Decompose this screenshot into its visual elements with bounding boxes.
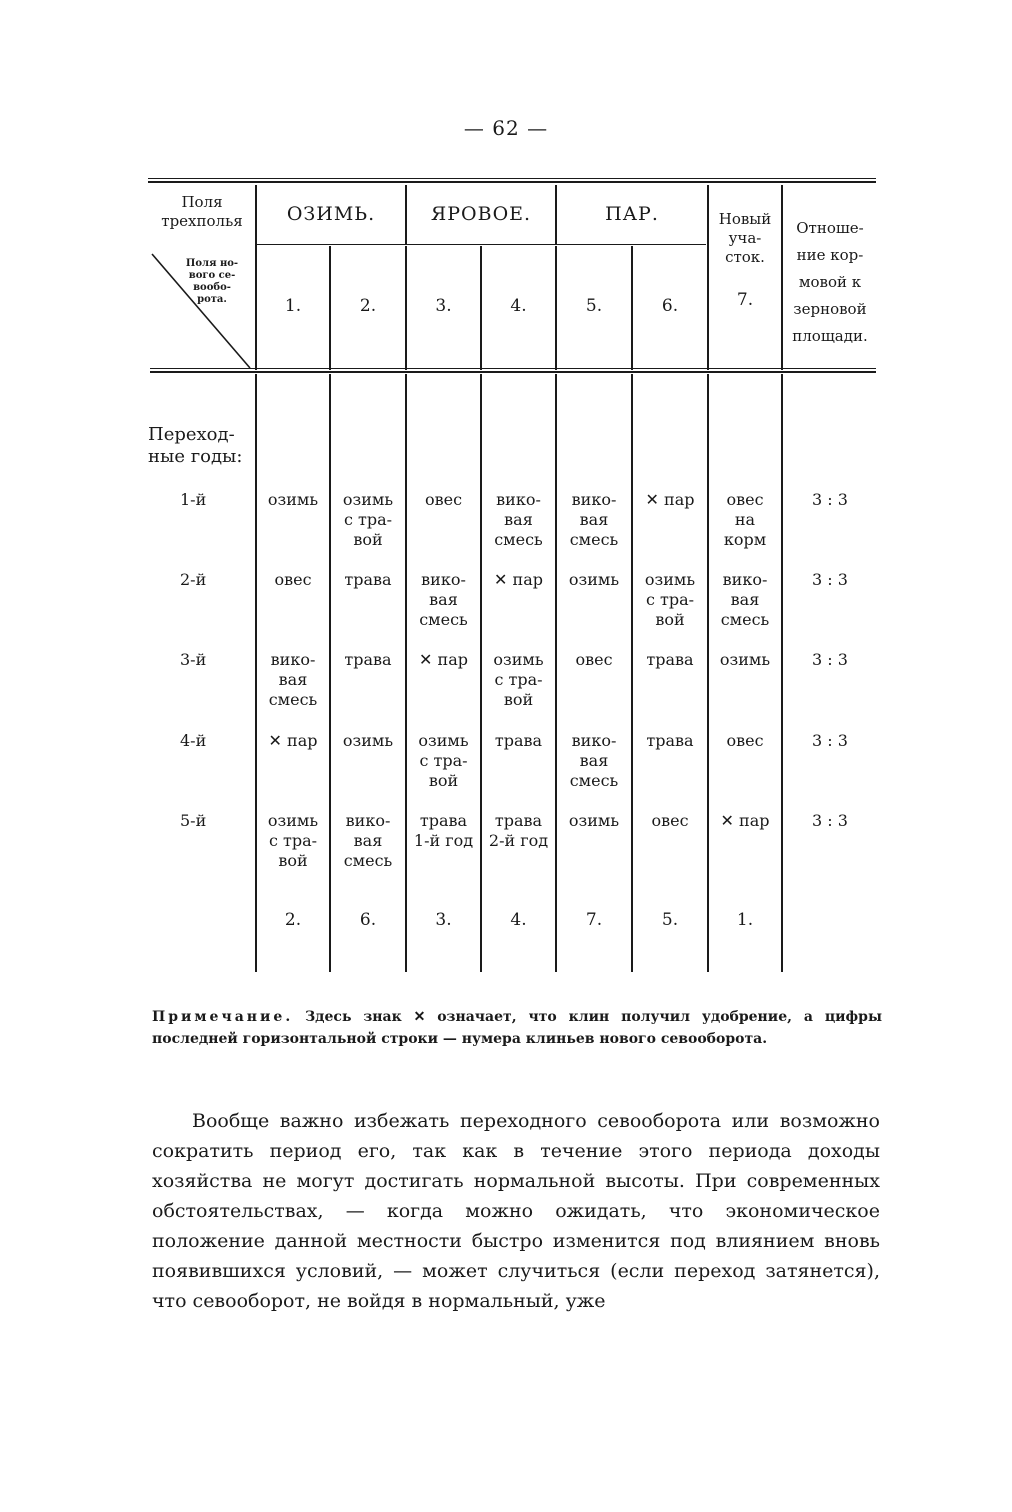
corner-header-top: Поля трехполья bbox=[161, 193, 243, 230]
rotation-number-1: 1. bbox=[284, 296, 302, 316]
rotation-number-5: 5. bbox=[585, 296, 603, 316]
table-cell: овес bbox=[726, 731, 764, 750]
year-label: 1-й bbox=[180, 490, 207, 509]
ratio-cell: 3 : 3 bbox=[812, 811, 848, 830]
table-cell: озимь с тра- вой bbox=[342, 490, 394, 549]
table-top-rule-thin bbox=[148, 178, 876, 179]
ratio-cell: 3 : 3 bbox=[812, 650, 848, 669]
footnote-text: Здесь знак ✕ означает, что клин получил удобрение, а цифры последней горизонтальной строки — нумера клиньев нового севооборота. bbox=[152, 1009, 882, 1047]
new-rotation-number: 7. bbox=[585, 910, 603, 930]
table-cell: ✕ пар bbox=[268, 731, 318, 750]
table-cell: трава bbox=[646, 650, 694, 669]
table-cell: ✕ пар bbox=[494, 570, 543, 589]
table-cell: трава bbox=[344, 570, 392, 589]
body-paragraph: Вообще важно избежать переходного севооборота или возможно сократить период его, так как в течение этого периода доходы хозяйства не могут достигать нормальной высоты. При современных обстоятельствах, — когда можно ожидать, что экономическое положение данной местности быстро изменится под влиянием вновь появившихся условий, — может случиться (если переход затянется), что севооборот, не войдя в нормальный, уже bbox=[152, 1110, 880, 1312]
table-cell: вико- вая смесь bbox=[720, 570, 770, 629]
table-cell: трава bbox=[344, 650, 392, 669]
new-rotation-number: 6. bbox=[359, 910, 377, 930]
ratio-cell: 3 : 3 bbox=[812, 570, 848, 589]
new-rotation-number: 2. bbox=[284, 910, 302, 930]
body-vline bbox=[329, 374, 331, 972]
table-cell: трава bbox=[646, 731, 694, 750]
year-label: 2-й bbox=[180, 570, 207, 589]
table-cell: трава bbox=[494, 731, 543, 750]
header-bottom-rule bbox=[150, 371, 876, 373]
page-number: — 62 — bbox=[463, 116, 549, 140]
ratio-cell: 3 : 3 bbox=[812, 731, 848, 750]
footnote bbox=[152, 1006, 882, 1050]
table-cell: озимь с тра- вой bbox=[644, 570, 696, 629]
table-cell: ✕ пар bbox=[645, 490, 695, 509]
new-plot-header: Новый уча- сток. bbox=[718, 210, 772, 266]
body-vline bbox=[405, 374, 407, 972]
rotation-number-2: 2. bbox=[359, 296, 377, 316]
table-cell: озимь с тра- вой bbox=[418, 731, 469, 790]
ratio-cell: 3 : 3 bbox=[812, 490, 848, 509]
table-cell: вико- вая смесь bbox=[343, 811, 393, 870]
rotation-number-6: 6. bbox=[661, 296, 679, 316]
table-cell: вико- вая смесь bbox=[419, 570, 468, 629]
year-label: 3-й bbox=[180, 650, 207, 669]
table-cell: озимь bbox=[568, 811, 620, 830]
table-cell: овес bbox=[424, 490, 463, 509]
group-header-yarovoe: ЯРОВОЕ. bbox=[430, 203, 532, 225]
footnote-label: Примечание. bbox=[152, 1009, 294, 1025]
body-vline bbox=[555, 374, 557, 972]
table-cell: озимь bbox=[267, 490, 319, 509]
body-vline bbox=[707, 374, 709, 972]
ratio-header: Отноше- ние кор- мовой к зерновой площади. bbox=[792, 219, 868, 345]
table-cell: трава 2-й год bbox=[488, 811, 549, 850]
table-cell: овес на корм bbox=[723, 490, 767, 549]
new-rotation-number: 3. bbox=[435, 910, 452, 930]
table-cell: трава 1-й год bbox=[413, 811, 474, 850]
table-cell: ✕ пар bbox=[419, 650, 468, 669]
table-cell: озимь с тра- вой bbox=[267, 811, 319, 870]
table-cell: озимь bbox=[719, 650, 771, 669]
table-cell: вико- вая смесь bbox=[569, 731, 619, 790]
transition-years-label: Переход- ные годы: bbox=[148, 424, 243, 467]
group-header-ozim: ОЗИМЬ. bbox=[286, 203, 376, 225]
rotation-number-3: 3. bbox=[435, 296, 452, 316]
new-rotation-number: 1. bbox=[736, 910, 754, 930]
table-cell: овес bbox=[651, 811, 689, 830]
table-cell: овес bbox=[274, 570, 312, 589]
year-label: 4-й bbox=[180, 731, 207, 750]
corner-header-bottom: Поля но- вого се- вообо- рота. bbox=[185, 258, 239, 305]
new-rotation-number: 4. bbox=[510, 910, 527, 930]
header-group-rule bbox=[256, 244, 706, 245]
year-label: 5-й bbox=[180, 811, 207, 830]
rotation-number-4: 4. bbox=[510, 296, 527, 316]
table-cell: озимь с тра- вой bbox=[493, 650, 544, 709]
table-cell: овес bbox=[575, 650, 613, 669]
table-cell: ✕ пар bbox=[720, 811, 770, 830]
table-cell: вико- вая смесь bbox=[494, 490, 543, 549]
table-cell: вико- вая смесь bbox=[569, 490, 619, 549]
table-cell: озимь bbox=[568, 570, 620, 589]
table-cell: озимь bbox=[342, 731, 394, 750]
new-rotation-number: 5. bbox=[661, 910, 679, 930]
rotation-number-7: 7. bbox=[736, 290, 754, 310]
body-vline bbox=[631, 374, 633, 972]
table-cell: вико- вая смесь bbox=[268, 650, 318, 709]
table-top-rule bbox=[148, 181, 876, 183]
group-header-par: ПАР. bbox=[605, 203, 659, 225]
body-vline bbox=[781, 374, 783, 972]
